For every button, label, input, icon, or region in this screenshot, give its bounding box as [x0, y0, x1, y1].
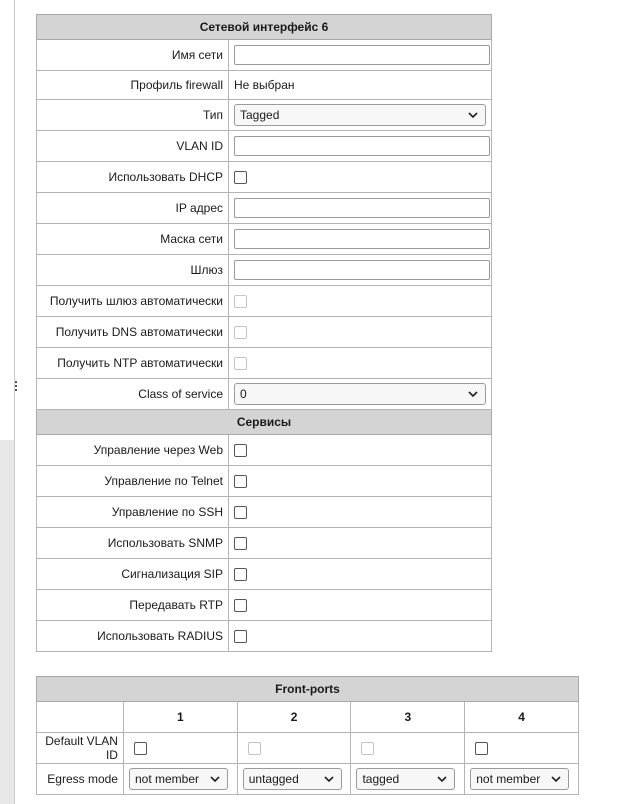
- netmask-label: Маска сети: [37, 224, 229, 255]
- egress-select-port-2[interactable]: [243, 768, 342, 790]
- service-label-radius: Использовать RADIUS: [37, 621, 229, 652]
- auto-dns-checkbox[interactable]: [234, 326, 247, 339]
- chevron-down-icon: [323, 772, 335, 786]
- vlan-id-input[interactable]: [234, 136, 490, 156]
- egress-value-port-3: tagged: [362, 772, 400, 786]
- default-vlan-checkbox-port-1[interactable]: [134, 742, 147, 755]
- default-vlan-label: Default VLAN ID: [37, 733, 124, 764]
- cos-select[interactable]: [234, 383, 486, 405]
- egress-value-port-1: not member: [134, 772, 199, 786]
- service-label-rtp: Передавать RTP: [37, 590, 229, 621]
- ip-address-input[interactable]: [234, 198, 490, 218]
- type-label: Тип: [37, 100, 229, 131]
- chevron-down-icon: [436, 772, 448, 786]
- network-name-input[interactable]: [234, 45, 490, 65]
- use-dhcp-label: Использовать DHCP: [37, 162, 229, 193]
- service-checkbox-sip[interactable]: [234, 568, 247, 581]
- auto-gateway-label: Получить шлюз автоматически: [37, 286, 229, 317]
- front-ports-table: [36, 676, 579, 795]
- egress-value-port-2: untagged: [248, 772, 299, 786]
- chevron-down-icon: [467, 387, 479, 401]
- service-checkbox-rtp[interactable]: [234, 599, 247, 612]
- network-name-label: Имя сети: [37, 40, 229, 71]
- auto-ntp-checkbox[interactable]: [234, 357, 247, 370]
- auto-dns-label: Получить DNS автоматически: [37, 317, 229, 348]
- left-panel-scrollbar[interactable]: [0, 0, 15, 804]
- network-interface-form: [36, 14, 492, 652]
- default-vlan-checkbox-port-3[interactable]: [361, 742, 374, 755]
- ip-address-label: IP адрес: [37, 193, 229, 224]
- cos-label: Class of service: [37, 379, 229, 410]
- auto-ntp-label: Получить NTP автоматически: [37, 348, 229, 379]
- splitter-grip-icon[interactable]: [15, 381, 18, 396]
- egress-select-port-1[interactable]: [129, 768, 228, 790]
- services-title: Сервисы: [37, 410, 492, 435]
- port-column-3: 3: [351, 702, 465, 733]
- service-label-web: Управление через Web: [37, 435, 229, 466]
- egress-value-port-4: not member: [476, 772, 541, 786]
- use-dhcp-checkbox[interactable]: [234, 171, 247, 184]
- default-vlan-checkbox-port-2[interactable]: [248, 742, 261, 755]
- service-checkbox-snmp[interactable]: [234, 537, 247, 550]
- service-label-sip: Сигнализация SIP: [37, 559, 229, 590]
- type-select[interactable]: [234, 104, 486, 126]
- cos-select-value: 0: [240, 387, 247, 401]
- vlan-id-label: VLAN ID: [37, 131, 229, 162]
- egress-select-port-3[interactable]: [356, 768, 455, 790]
- firewall-label: Профиль firewall: [37, 71, 229, 100]
- type-select-value: Tagged: [240, 108, 280, 122]
- gateway-label: Шлюз: [37, 255, 229, 286]
- service-label-snmp: Использовать SNMP: [37, 528, 229, 559]
- firewall-value: Не выбран: [229, 71, 492, 100]
- default-vlan-checkbox-port-4[interactable]: [475, 742, 488, 755]
- service-checkbox-radius[interactable]: [234, 630, 247, 643]
- service-checkbox-web[interactable]: [234, 444, 247, 457]
- chevron-down-icon: [467, 108, 479, 122]
- port-column-1: 1: [123, 702, 237, 733]
- service-checkbox-ssh[interactable]: [234, 506, 247, 519]
- chevron-down-icon: [209, 772, 221, 786]
- service-checkbox-telnet[interactable]: [234, 475, 247, 488]
- interface-title: Сетевой интерфейс 6: [37, 15, 492, 40]
- ports-corner-cell: [37, 702, 124, 733]
- auto-gateway-checkbox[interactable]: [234, 295, 247, 308]
- egress-select-port-4[interactable]: [470, 768, 569, 790]
- front-ports-title: Front-ports: [37, 677, 579, 702]
- port-column-2: 2: [237, 702, 351, 733]
- gateway-input[interactable]: [234, 260, 490, 280]
- scrollbar-area: [0, 440, 14, 804]
- port-column-4: 4: [465, 702, 579, 733]
- service-label-ssh: Управление по SSH: [37, 497, 229, 528]
- chevron-down-icon: [550, 772, 562, 786]
- service-label-telnet: Управление по Telnet: [37, 466, 229, 497]
- netmask-input[interactable]: [234, 229, 490, 249]
- scrollbar-track: [0, 0, 14, 440]
- egress-mode-label: Egress mode: [37, 764, 124, 795]
